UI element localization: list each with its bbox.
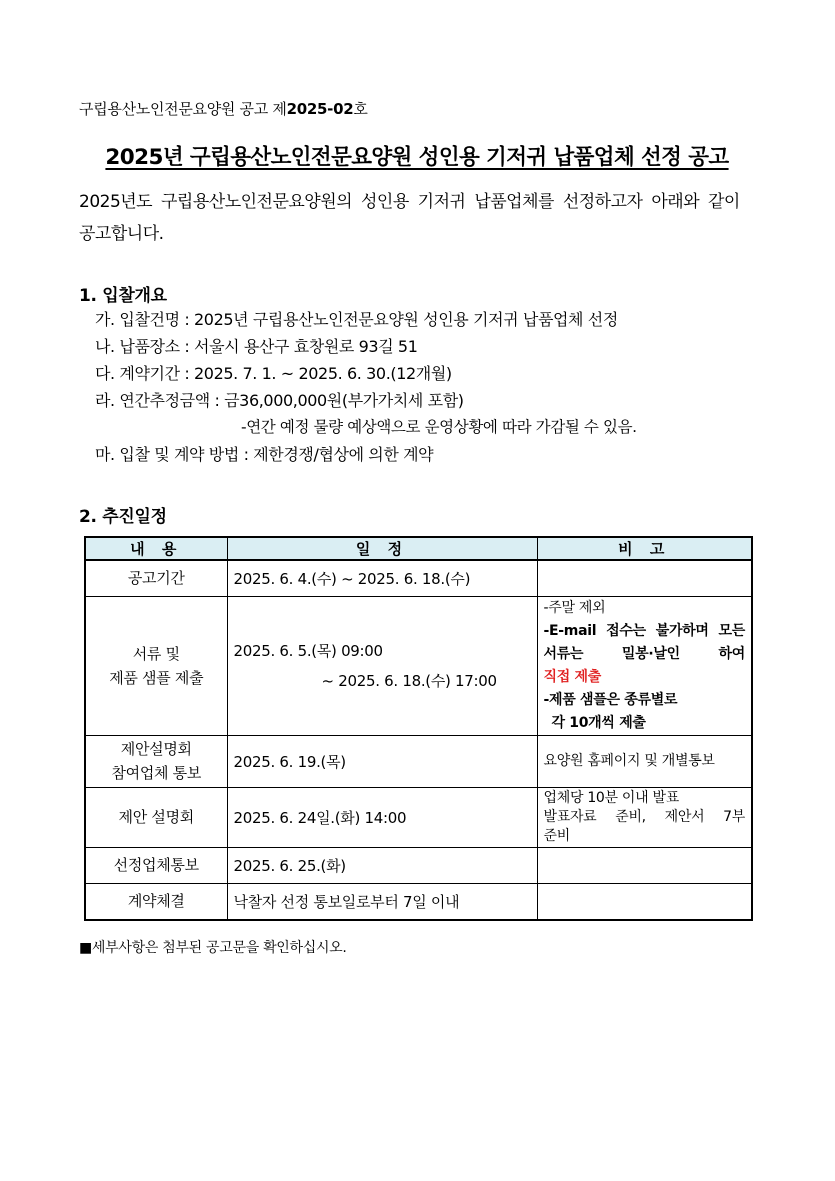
note-weekend: -주말 제외 [543,599,606,616]
row-note [537,847,752,883]
table-row [85,560,752,596]
footnote: ■세부사항은 첨부된 공고문을 확인하십시오. [79,940,347,956]
note-prepare: 준비 [543,827,570,844]
row-schedule [227,596,537,735]
row-note [537,596,752,735]
row-note [537,560,752,596]
intro-paragraph: 2025년도 구립용산노인전문요양원의 성인용 기저귀 납품업체를 선정하고자 아래와 같이 공고합니다. [79,192,740,244]
overview-amount-note: -연간 예정 물량 예상액으로 운영상황에 따라 가감될 수 있음. [241,418,637,436]
table-row [85,596,752,735]
section-schedule-title: 2. 추진일정 [79,507,167,527]
row-schedule: 2025. 6. 24일.(화) 14:00 [227,787,537,847]
row-schedule: 낙찰자 선정 통보일로부터 7일 이내 [227,883,537,920]
row-item [85,596,227,735]
table-row [85,883,752,920]
overview-item-location: 나. 납품장소 : 서울시 용산구 효창원로 93길 51 [95,337,418,356]
document-title: 2025년 구립용산노인전문요양원 성인용 기저귀 납품업체 선정 공고 [105,145,729,170]
section-overview-title: 1. 입찰개요 [79,286,167,306]
note-direct-submit: 직접 제출 [543,668,601,685]
overview-item-amount: 라. 연간추정금액 : 금36,000,000원(부가가치세 포함) [95,391,464,410]
row-note: 요양원 홈페이지 및 개별통보 [537,735,752,787]
header-schedule: 일 정 [227,537,537,560]
row-note [537,787,752,847]
schedule-table [84,536,753,921]
row-item-line2: 참여업체 통보 [111,764,202,782]
note-presentation: 업체당 10분 이내 발표 [543,789,679,806]
row-schedule: 2025. 6. 19.(목) [227,735,537,787]
row-item: 공고기간 [85,560,227,596]
header-content: 내 용 [85,537,227,560]
overview-item-period: 다. 계약기간 : 2025. 7. 1. ~ 2025. 6. 30.(12개월) [95,364,452,383]
overview-item-name: 가. 입찰건명 : 2025년 구립용산노인전문요양원 성인용 기저귀 납품업체 선정 [95,310,618,329]
row-schedule: 2025. 6. 4.(수) ~ 2025. 6. 18.(수) [227,560,537,596]
table-row [85,735,752,787]
row-item-line1: 제안설명회 [120,740,192,758]
header-remarks: 비 고 [537,537,752,560]
schedule-start: 2025. 6. 5.(목) 09:00 [233,641,383,660]
schedule-end: ~ 2025. 6. 18.(수) 17:00 [321,671,497,690]
notice-number: 구립용산노인전문요양원 공고 제2025-02호 [79,100,368,118]
note-sample-count: 각 10개씩 제출 [551,714,646,731]
table-row [85,787,752,847]
table-header-row [85,537,752,560]
overview-item-method: 마. 입찰 및 계약 방법 : 제한경쟁/협상에 의한 계약 [95,445,434,464]
row-schedule: 2025. 6. 25.(화) [227,847,537,883]
note-email: -E-mail 접수는 불가하며 모든 서류는 밀봉·날인 하여 [543,622,745,662]
table-row [85,847,752,883]
overview-list [95,306,637,468]
row-item: 계약체결 [85,883,227,920]
row-item [85,735,227,787]
note-sample: -제품 샘플은 종류별로 [543,691,678,708]
row-item-line1: 서류 및 [132,644,180,663]
row-note [537,883,752,920]
note-materials: 발표자료 준비, 제안서 7부 [543,808,745,825]
row-item-line2: 제품 샘플 제출 [109,668,204,687]
row-item: 선정업체통보 [85,847,227,883]
row-item: 제안 설명회 [85,787,227,847]
